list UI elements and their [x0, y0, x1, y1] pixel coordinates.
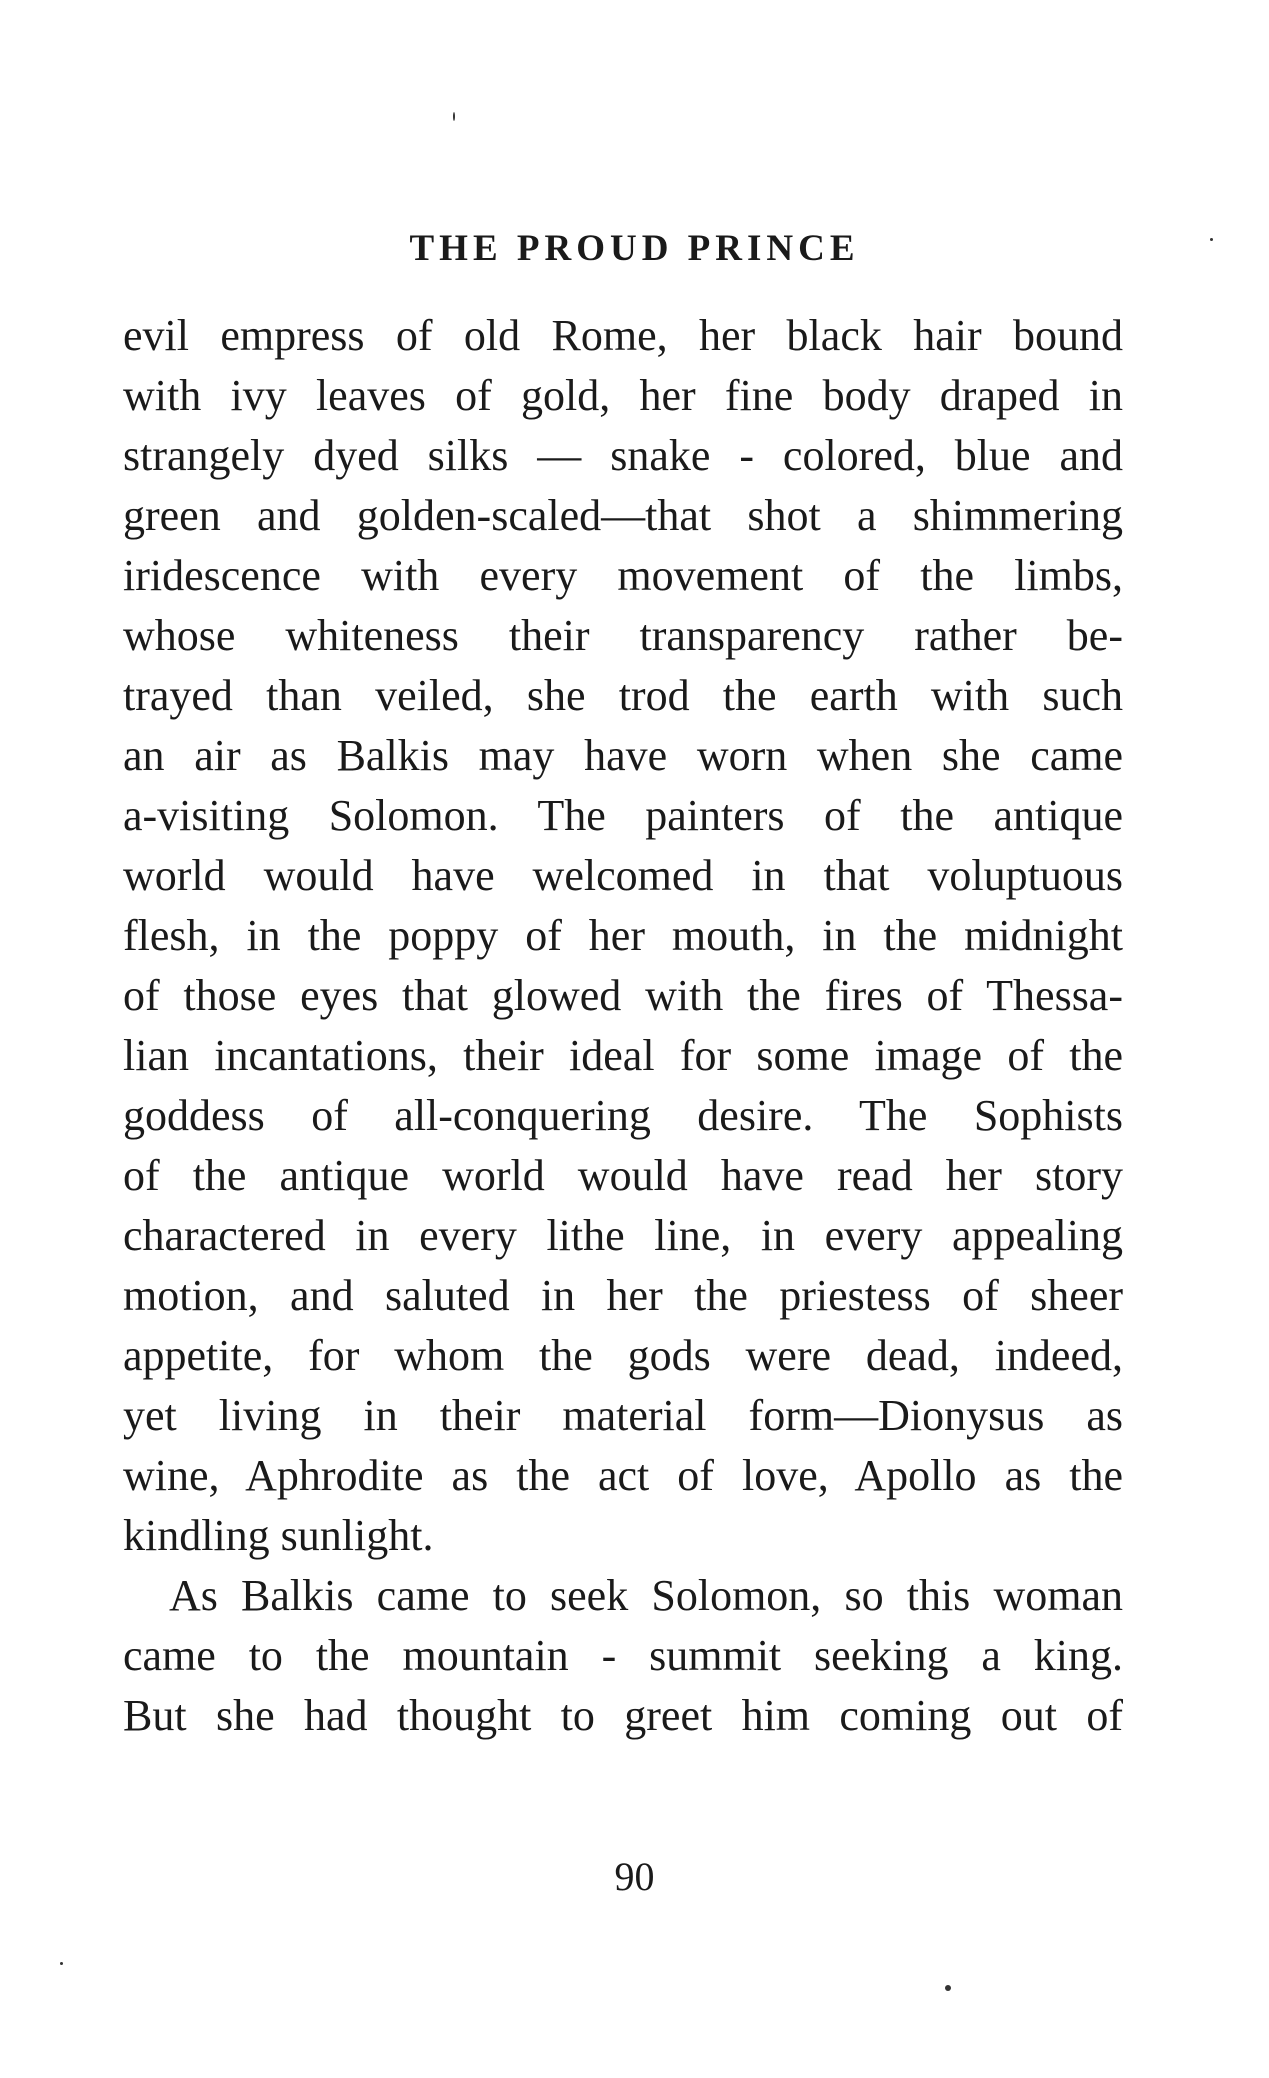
text-line: lian incantations, their ideal for some image of the — [123, 1031, 1123, 1080]
text-line: yet living in their material form—Dionysus as — [123, 1391, 1123, 1440]
scan-speck — [945, 1985, 951, 1991]
text-line: iridescence with every movement of the limbs, — [123, 551, 1123, 600]
page-number: 90 — [614, 1854, 655, 1899]
text-line: As Balkis came to seek Solomon, so this woman — [169, 1571, 1123, 1620]
text-line: charactered in every lithe line, in every appealing — [123, 1211, 1123, 1260]
scan-speck — [453, 112, 455, 121]
text-line: motion, and saluted in her the priestess of sheer — [123, 1271, 1123, 1320]
text-line: flesh, in the poppy of her mouth, in the midnight — [123, 911, 1123, 960]
paragraph-1 — [123, 306, 1123, 1566]
text-line: goddess of all-conquering desire. The Sophists — [123, 1091, 1123, 1140]
text-line: But she had thought to greet him coming out of — [123, 1691, 1123, 1740]
text-line: green and golden-scaled—that shot a shimmering — [123, 491, 1123, 540]
text-line: appetite, for whom the gods were dead, indeed, — [123, 1331, 1123, 1380]
text-line: an air as Balkis may have worn when she came — [123, 731, 1123, 780]
text-line: kindling sunlight. — [123, 1511, 434, 1560]
text-line: a-visiting Solomon. The painters of the antique — [123, 791, 1123, 840]
text-line: with ivy leaves of gold, her fine body draped in — [123, 371, 1123, 420]
text-line: world would have welcomed in that voluptuous — [123, 851, 1123, 900]
text-line: whose whiteness their transparency rather be- — [123, 611, 1123, 660]
running-head: THE PROUD PRINCE — [409, 228, 860, 269]
text-line: trayed than veiled, she trod the earth with such — [123, 671, 1123, 720]
text-line: of the antique world would have read her story — [123, 1151, 1123, 1200]
paragraph-2 — [123, 1566, 1123, 1746]
text-line: strangely dyed silks — snake - colored, blue and — [123, 431, 1123, 480]
text-line: wine, Aphrodite as the act of love, Apollo as the — [123, 1451, 1123, 1500]
body-text — [123, 306, 1123, 1746]
scan-speck — [60, 1962, 63, 1965]
text-line: came to the mountain - summit seeking a king. — [123, 1631, 1123, 1680]
text-line: evil empress of old Rome, her black hair bound — [123, 311, 1123, 360]
text-line: of those eyes that glowed with the fires of Thessa- — [123, 971, 1123, 1020]
